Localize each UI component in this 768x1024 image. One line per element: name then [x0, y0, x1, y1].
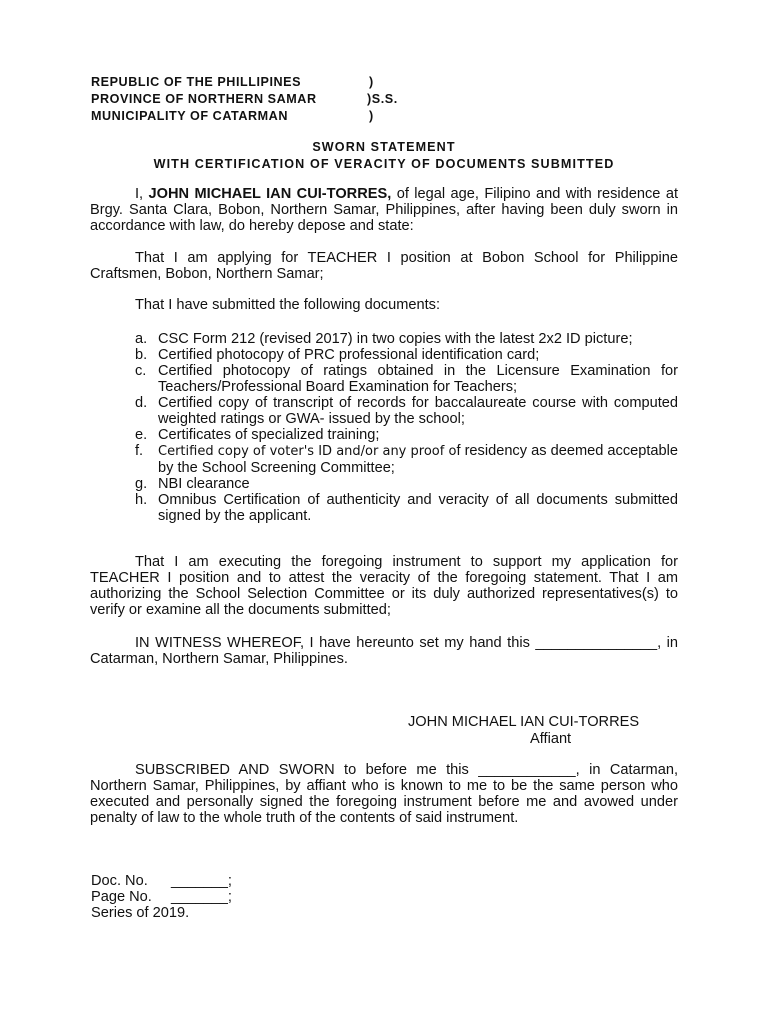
list-marker: b.	[135, 347, 148, 363]
page-no-line	[91, 889, 232, 905]
intro-rest: of legal age, Filipino and with residence at Brgy. Santa Clara, Bobon, Northern Samar, Philippines, after having been duly sworn in accordance with law, do hereby depose and state:	[90, 186, 679, 234]
venue-paren: )	[369, 109, 374, 123]
list-item	[135, 492, 678, 524]
list-item-text: f residency as deemed acceptable by the School Screening Committee;	[158, 443, 678, 476]
venue-province: PROVINCE OF NORTHERN SAMAR	[91, 92, 317, 106]
notary-block	[91, 873, 232, 921]
list-item	[135, 347, 678, 363]
list-item-text: Certificates of specialized training;	[158, 427, 380, 443]
submitted-paragraph: That I have submitted the following documents:	[135, 297, 441, 313]
page-no-blank: _______;	[171, 889, 232, 905]
list-item	[135, 395, 678, 427]
affiant-name-inline: JOHN MICHAEL IAN CUI-TORRES,	[148, 186, 392, 202]
list-item-text: Omnibus Certification of authenticity and veracity of all documents submitted signed by the applicant.	[158, 492, 678, 524]
venue-country-row	[91, 74, 374, 91]
document-subtitle: WITH CERTIFICATION OF VERACITY OF DOCUMENTS SUBMITTED	[153, 157, 615, 171]
list-item	[135, 443, 678, 476]
signature-role: Affiant	[530, 731, 572, 747]
venue-block	[91, 74, 398, 125]
venue-province-row	[91, 91, 398, 108]
doc-no-blank: _______;	[171, 873, 232, 889]
witness-paragraph: IN WITNESS WHEREOF, I have hereunto set my hand this _______________, in Catarman, Northern Samar, Philippines.	[90, 635, 678, 667]
venue-paren: )	[369, 75, 374, 89]
list-item-text: CSC Form 212 (revised 2017) in two copies with the latest 2x2 ID picture;	[158, 331, 633, 347]
list-item-text: Certified copy of transcript of records for baccalaureate course with computed weighted ratings or GWA- issued by the school;	[158, 395, 678, 427]
list-item	[135, 331, 678, 347]
doc-no-label: Doc. No.	[91, 873, 148, 889]
intro-paragraph	[90, 186, 678, 234]
executing-paragraph: That I am executing the foregoing instrument to support my application for TEACHER I position and to attest the veracity of the foregoing statement. That I am authorizing the School Selection Committee or its duly authorized representatives(s) to verify or examine all the documents submitted;	[90, 554, 678, 618]
venue-country: REPUBLIC OF THE PHILLIPINES	[91, 75, 302, 89]
subscribed-paragraph: SUBSCRIBED AND SWORN to before me this ____________, in Catarman, Northern Samar, Philippines, by affiant who is known to me to be the same person who executed and personally signed the foregoing instrument before me and avowed under penalty of law to the whole truth of the contents of said instrument.	[90, 762, 678, 826]
documents-list	[135, 331, 678, 524]
list-marker: h.	[135, 492, 148, 508]
list-item	[135, 476, 678, 492]
list-marker: a.	[135, 331, 148, 347]
list-item-text-soft: Certified copy of voter's ID and/or any proof o	[158, 444, 457, 459]
page-no-label: Page No.	[91, 889, 152, 905]
list-item-text: Certified photocopy of ratings obtained in the Licensure Examination for Teachers/Professional Board Examination for Teachers;	[158, 363, 678, 395]
list-marker: c.	[135, 363, 147, 379]
list-item	[135, 427, 678, 443]
venue-municipality-row	[91, 108, 374, 125]
signature-name: JOHN MICHAEL IAN CUI-TORRES	[408, 714, 640, 730]
applying-paragraph: That I am applying for TEACHER I position at Bobon School for Philippine Craftsmen, Bobon, Northern Samar;	[90, 250, 678, 282]
list-marker: f.	[135, 443, 144, 459]
intro-prefix: I,	[135, 186, 149, 202]
list-item-text: Certified photocopy of PRC professional identification card;	[158, 347, 540, 363]
venue-ss: )S.S.	[367, 92, 398, 106]
list-marker: d.	[135, 395, 148, 411]
list-marker: g.	[135, 476, 148, 492]
list-marker: e.	[135, 427, 148, 443]
document-title: SWORN STATEMENT	[312, 140, 456, 154]
venue-municipality: MUNICIPALITY OF CATARMAN	[91, 109, 288, 123]
series-line: Series of 2019.	[91, 905, 190, 921]
list-item-text: NBI clearance	[158, 476, 250, 492]
list-item	[135, 363, 678, 395]
doc-no-line	[91, 873, 232, 889]
